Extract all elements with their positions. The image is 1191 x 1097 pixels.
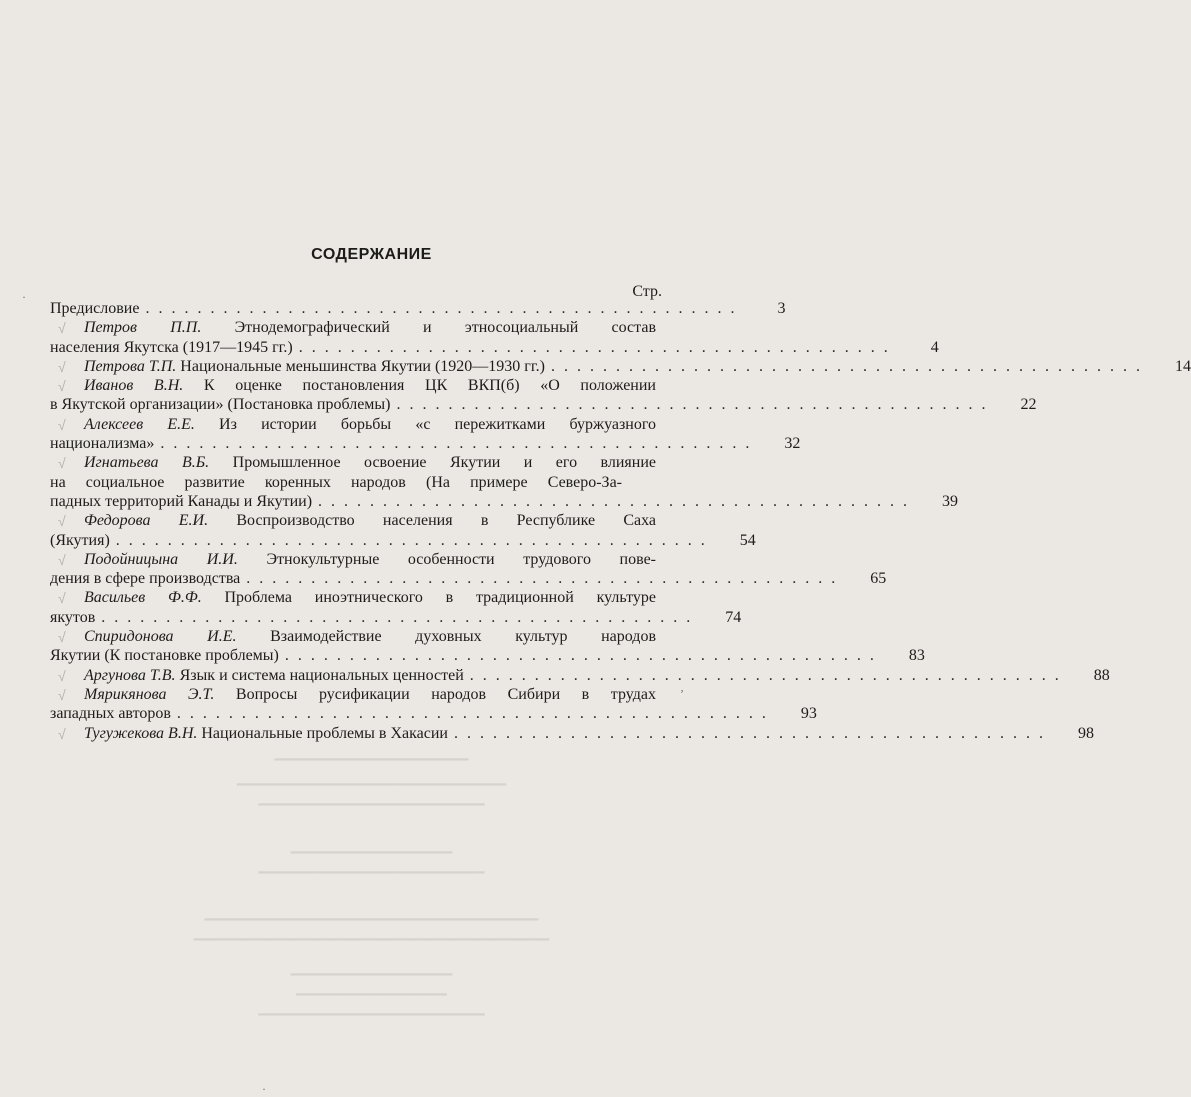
toc-title: (Якутия)	[50, 531, 110, 549]
toc-line	[50, 357, 1191, 376]
toc-entry	[50, 453, 959, 511]
pencil-check-mark: √	[58, 455, 66, 472]
toc-author: Спиридонова И.Е.	[84, 628, 237, 646]
toc-page-number: 93	[800, 705, 817, 723]
bleed-through-text: ▁▁▁▁▁▁▁▁▁▁▁▁▁▁▁▁▁▁▁▁▁	[258, 791, 485, 806]
toc-line	[50, 704, 817, 723]
dot-leader: ..............................................	[160, 435, 759, 453]
toc-title: Воспроизводство населения в Республике Саха	[208, 512, 657, 530]
toc-line	[50, 550, 664, 569]
pencil-check-mark: √	[58, 320, 66, 337]
dot-leader: ..............................................	[396, 396, 995, 414]
bleed-through-text: ▁▁▁▁▁▁▁▁▁▁▁▁▁▁▁▁▁▁▁▁▁▁▁▁▁▁▁▁▁▁▁	[204, 906, 539, 921]
toc-title: Проблема иноэтнического в традиционной культуре	[201, 589, 656, 607]
toc-title: в Якутской организации» (Постановка проблемы)	[50, 396, 391, 414]
toc-line	[50, 338, 939, 357]
toc-page-number: 4	[930, 338, 939, 356]
toc-title: Взаимодействие духовных культур народов	[236, 628, 657, 646]
toc-line	[50, 646, 925, 665]
toc-line	[50, 608, 742, 627]
toc-page-number: 39	[942, 492, 959, 510]
pencil-check-mark: √	[58, 513, 66, 530]
toc-page-number: 88	[1093, 666, 1110, 684]
toc-line	[50, 473, 664, 492]
dot-leader: ..............................................	[246, 570, 845, 588]
toc-entry	[50, 318, 939, 357]
dot-leader: ..............................................	[469, 666, 1068, 684]
toc-line	[50, 453, 664, 472]
toc-page-number: 32	[784, 435, 801, 453]
paper-speck: ·	[262, 1082, 266, 1096]
toc-line	[50, 666, 1110, 685]
dot-leader: ..............................................	[318, 492, 917, 510]
dot-leader: ..............................................	[115, 531, 714, 549]
toc-title: населения Якутска (1917—1945 гг.)	[50, 338, 293, 356]
toc-title: якутов	[50, 608, 96, 626]
toc-title: Этнодемографический и этносоциальный состав	[201, 319, 656, 337]
toc-author: Иванов В.Н.	[84, 377, 184, 395]
page-title: СОДЕРЖАНИЕ	[311, 246, 432, 263]
toc-page-number: 98	[1078, 724, 1094, 742]
dot-leader: ..............................................	[550, 357, 1149, 375]
toc-line	[50, 531, 756, 550]
toc-title: Из истории борьбы «с пережитками буржуазного	[194, 415, 657, 433]
toc-line	[50, 569, 887, 588]
toc-page-number: 74	[725, 608, 742, 626]
toc-author: Алексеев Е.Е.	[84, 415, 195, 433]
toc-title: национализма»	[50, 435, 155, 453]
toc-title: Предисловие	[50, 300, 140, 317]
toc-page-number: 54	[739, 531, 756, 549]
toc-entry	[50, 685, 817, 724]
toc-line	[50, 511, 664, 530]
toc-author: Тугужекова В.Н.	[84, 724, 198, 742]
toc-line	[50, 627, 664, 646]
toc-author: Аргунова Т.В.	[84, 666, 176, 684]
toc-entry	[50, 724, 1094, 743]
toc-line	[50, 492, 959, 511]
bleed-through-text: ▁▁▁▁▁▁▁▁▁▁▁▁▁▁▁▁▁▁▁▁▁▁▁▁▁▁▁▁▁▁▁▁▁	[193, 926, 550, 941]
dot-leader: ..............................................	[176, 705, 775, 723]
page-column-label: Стр.	[632, 283, 662, 300]
pencil-check-mark: √	[58, 358, 66, 375]
toc-line	[50, 415, 664, 434]
pencil-check-mark: √	[58, 629, 66, 646]
toc-entry	[50, 511, 756, 550]
toc-author: Петрова Т.П.	[84, 357, 177, 375]
toc-entry	[50, 415, 801, 454]
toc-line	[50, 376, 664, 395]
toc-line	[50, 299, 786, 318]
toc-page-number: 14	[1174, 357, 1191, 375]
toc-title: Национальные меньшинства Якутии (1920—1930 гг.)	[176, 357, 545, 375]
toc-entry	[50, 357, 1191, 376]
paper-speck: ·	[22, 290, 26, 304]
toc-title: Промышленное освоение Якутии и его влияние	[209, 454, 657, 472]
toc-page-number: 83	[908, 647, 925, 665]
toc-entry	[50, 550, 887, 589]
toc-page-number: 22	[1020, 396, 1037, 414]
toc-entry	[50, 376, 1037, 415]
pencil-check-mark: √	[58, 416, 66, 433]
toc-title: западных авторов	[50, 705, 171, 723]
toc-title: Якутии (К постановке проблемы)	[50, 647, 279, 665]
dot-leader: ..............................................	[101, 608, 700, 626]
table-of-contents	[50, 299, 1191, 743]
bleed-through-text: ▁▁▁▁▁▁▁▁▁▁▁▁▁▁▁▁▁▁▁▁▁	[258, 859, 485, 874]
bleed-through-text: ▁▁▁▁▁▁▁▁▁▁▁▁▁▁▁▁▁▁▁▁▁	[258, 1001, 485, 1016]
toc-author: Васильев Ф.Ф.	[84, 589, 202, 607]
toc-entry	[50, 588, 742, 627]
pencil-check-mark: √	[58, 686, 66, 703]
paper-speck: ‚	[680, 680, 684, 694]
toc-title: К оценке постановления ЦК ВКП(б) «О положении	[183, 377, 656, 395]
toc-line	[50, 395, 1037, 414]
toc-title: Вопросы русификации народов Сибири в трудах	[214, 685, 656, 703]
toc-line	[50, 318, 664, 337]
toc-entry	[50, 666, 1110, 685]
pencil-check-mark: √	[58, 725, 66, 742]
dot-leader: ..............................................	[454, 724, 1052, 742]
bleed-through-text: ▁▁▁▁▁▁▁▁▁▁▁▁▁▁▁▁▁▁	[274, 746, 469, 761]
toc-title: Этнокультурные особенности трудового пове-	[237, 550, 656, 568]
toc-entry	[50, 627, 925, 666]
toc-author: Петров П.П.	[84, 319, 202, 337]
toc-author: Федорова Е.И.	[84, 512, 209, 530]
toc-author: Игнатьева В.Б.	[84, 454, 210, 472]
bleed-through-text: ▁▁▁▁▁▁▁▁▁▁▁▁▁▁▁▁▁▁▁▁▁▁▁▁▁	[236, 771, 507, 786]
bleed-through-text: ▁▁▁▁▁▁▁▁▁▁▁▁▁▁▁	[290, 961, 453, 976]
pencil-check-mark: √	[58, 667, 66, 684]
dot-leader: ..............................................	[145, 300, 744, 317]
toc-line	[50, 588, 664, 607]
pencil-check-mark: √	[58, 378, 66, 395]
dot-leader: ..............................................	[298, 338, 897, 356]
toc-title: Язык и система национальных ценностей	[175, 666, 464, 684]
bleed-through-text: ▁▁▁▁▁▁▁▁▁▁▁▁▁▁▁	[290, 839, 453, 854]
toc-entry	[50, 299, 786, 318]
toc-page-number: 65	[870, 570, 887, 588]
toc-author: Подойницына И.И.	[84, 550, 238, 568]
toc-title: Национальные проблемы в Хакасии	[197, 724, 448, 742]
pencil-check-mark: √	[58, 590, 66, 607]
toc-line	[50, 434, 801, 453]
toc-page-number: 3	[777, 300, 786, 317]
toc-line	[50, 724, 1094, 743]
pencil-check-mark: √	[58, 551, 66, 568]
toc-line	[50, 685, 664, 704]
bleed-through-text: ▁▁▁▁▁▁▁▁▁▁▁▁▁▁	[296, 981, 447, 996]
toc-title: падных территорий Канады и Якутии)	[50, 492, 313, 510]
toc-title: на социальное развитие коренных народов (На примере Северо-За-	[50, 473, 622, 491]
toc-title: дения в сфере производства	[50, 570, 241, 588]
toc-author: Мярикянова Э.Т.	[84, 685, 215, 703]
dot-leader: ..............................................	[284, 647, 883, 665]
